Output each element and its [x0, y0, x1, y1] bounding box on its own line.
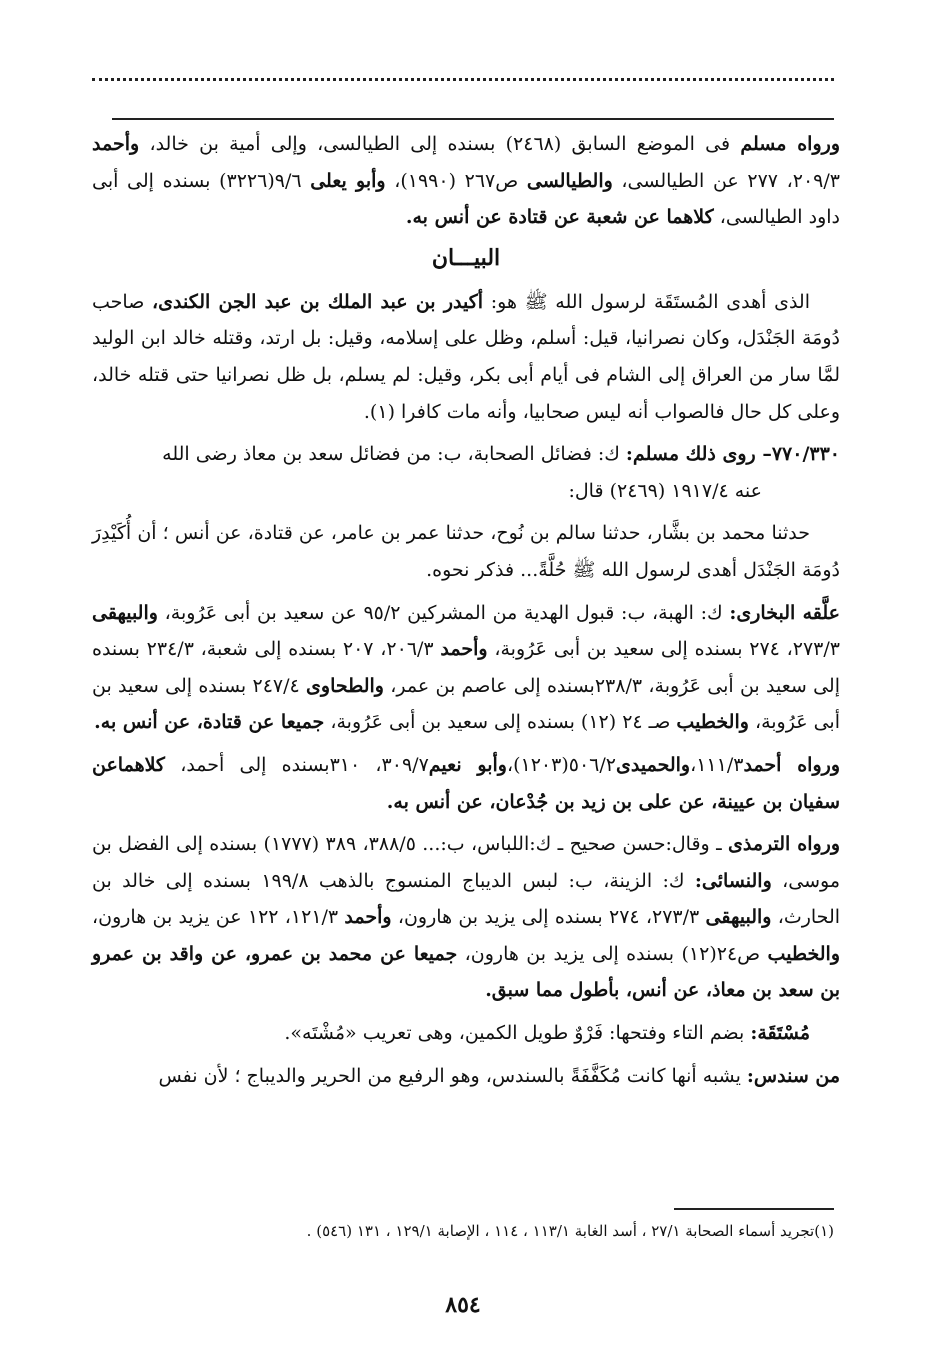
paragraph-ukaydir: الذى أهدى المُستَقَة لرسول الله ﷺ هو: أكيدر بن عبد الملك بن عبد الجن الكندى، صاحب دُومَة الجَنْدَل، وكان نصرانيا، قيل: أسلم، وظل على إسلامه، وقيل: بل ارتد، وقتله خالد ابن الوليد لمَّا سار من العراق إلى الشام فى أيام أبى بكر، وقيل: لم يسلم، بل ظل نصرانيا حتى قتله خالد، وعلى كل حال فالصواب أنه ليس صحابيا، وأنه مات كافرا (١). [92, 290, 840, 423]
paragraph-mustaqa: مُسْتَقَة: بضم التاء وفتحها: فَرْوٌ طويل الكمين، وهى تعريب «مُشْتَه». [284, 1022, 810, 1045]
page [92, 0, 842, 1371]
top-rule [112, 118, 834, 120]
footnote-rule [674, 1208, 834, 1210]
paragraph-bukhari: علَّقه البخارى: ك: الهبة، ب: قبول الهدية من المشركين ٩٥/٢ عن سعيد بن أبى عَرُوبة، والبيهقى ٢٧٣/٣، ٢٧٤ بسنده إلى سعيد بن أبى عَرُوبة، وأحمد ٢٠٦/٣، ٢٠٧ بسنده إلى شعبة، ٢٣٤/٣ بسنده إلى سعيد بن أبى عَرُوبة، ٢٣٨/٣بسنده إلى عاصم بن عمر، والطحاوى ٢٤٧/٤ بسنده إلى سعيد بن أبى عَرُوبة، والخطيب صـ ٢٤ (١٢) بسنده إلى سعيد بن أبى عَرُوبة، جميعا عن قتادة، عن أنس به. [92, 601, 840, 734]
body-text [92, 126, 840, 1094]
footnote: (١)تجريد أسماء الصحابة ٢٧/١ ، أسد الغابة ١١٣/١ ، ١١٤ ، الإصابة ١٢٩/١ ، ١٣١ (٥٤٦) . [306, 1222, 834, 1240]
dotted-separator [92, 78, 834, 81]
page-number: ٨٥٤ [445, 1292, 481, 1318]
section-heading: البيـــان [431, 244, 501, 271]
paragraph-sundus: من سندس: يشبه أنها كانت مُكَفَّفَةً بالسندس، وهو الرفيع من الحرير والديباج ؛ لأن نفس [158, 1064, 840, 1087]
paragraph-tirmidhi: ورواه الترمذى ـ وقال:حسن صحيح ـ ك:اللباس، ب:... ٣٨٨/٥، ٣٨٩ (١٧٧٧) بسنده إلى الفضل بن موسى، والنسائى: ك: الزينة، ب: لبس الديباج المنسوج بالذهب ١٩٩/٨ بسنده إلى خالد بن الحارث، والبيهقى ٢٧٣/٣، ٢٧٤ بسنده إلى يزيد بن هارون، وأحمد ١٢١/٣، ١٢٢ عن يزيد بن هارون، والخطيب ص٢٤(١٢) بسنده إلى يزيد بن هارون، جميعا عن محمد بن عمرو، عن واقد بن عمرو بن سعد بن معاذ، عن أنس، بأطول مما سبق. [92, 833, 841, 1002]
paragraph-hadith-number: ٧٧٠/٣٣٠– روى ذلك مسلم: ك: فضائل الصحابة، ب: من فضائل سعد بن معاذ رضى الله عنه ١٩١٧/٤ (٢٤٦٩) قال: [162, 443, 840, 502]
paragraph-muslim-narration: ورواه مسلم فى الموضع السابق (٢٤٦٨) بسنده إلى الطيالسى، وإلى أمية بن خالد، وأحمد ٢٠٩/٣، ٢٧٧ عن الطيالسى، والطيالسى ص٢٦٧ (١٩٩٠)، وأبو يعلى ٩/٦(٣٢٢٦) بسنده إلى أبى داود الطيالسى، كلاهما عن شعبة عن قتادة عن أنس به. [92, 133, 840, 229]
paragraph-isnad: حدثنا محمد بن بشَّار، حدثنا سالم بن نُوح، حدثنا عمر بن عامر، عن قتادة، عن أنس ؛ أن أُكَيْدِرَ دُومَة الجَنْدَل أهدى لرسول الله ﷺ حُلَّةً... فذكر نحوه. [92, 522, 840, 581]
paragraph-ahmad: ورواه أحمد١١١/٣،والحميدى٥٠٦/٢(١٢٠٣)،وأبو نعيم٣٠٩/٧، ٣١٠بسنده إلى أحمد، كلاهماعن سفيان بن عيينة، عن على بن زيد بن جُدْعان، عن أنس به. [92, 753, 840, 813]
